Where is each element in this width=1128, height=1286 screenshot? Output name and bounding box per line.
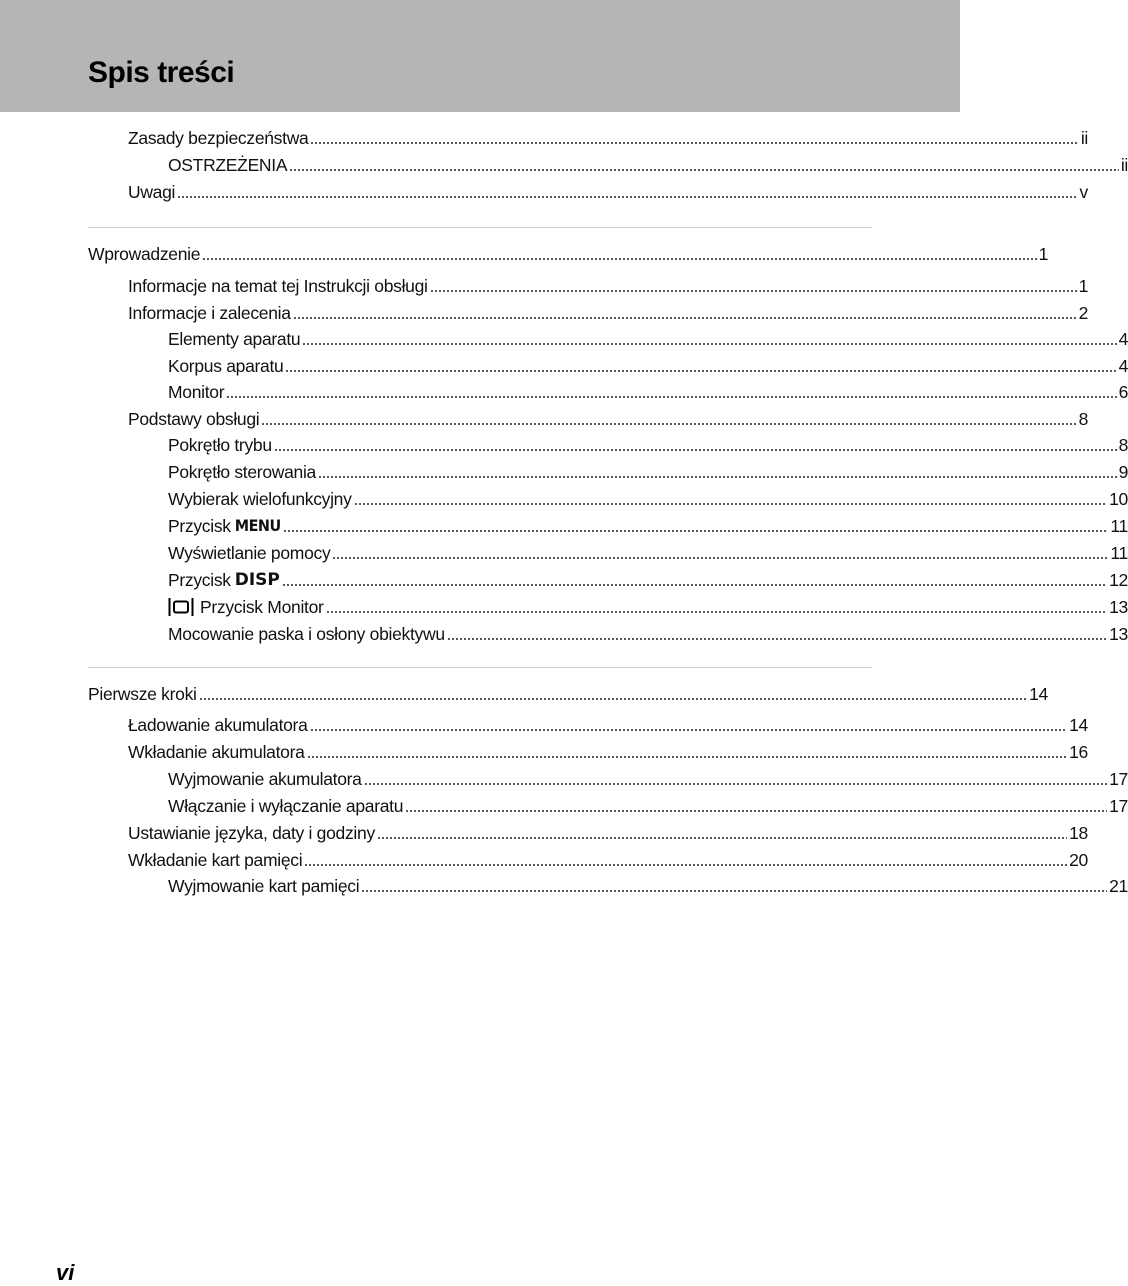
- toc-entry-label: Wkładanie akumulatora: [128, 742, 305, 762]
- toc-entry[interactable]: [0, 350, 1128, 376]
- toc-entry-label-wrap: [168, 570, 280, 590]
- toc-entry-label: Informacje i zalecenia: [128, 303, 291, 323]
- toc-entry[interactable]: [0, 564, 1128, 590]
- toc-dot-leader: [318, 476, 1117, 478]
- toc-dot-leader: [289, 169, 1119, 171]
- toc-dot-leader: [377, 837, 1067, 839]
- toc-entry-label: OSTRZEŻENIA: [168, 155, 288, 175]
- toc-entry-page: 12: [1109, 570, 1128, 590]
- toc-entry-label: Elementy aparatu: [168, 329, 301, 349]
- toc-entry-page: 13: [1109, 597, 1128, 617]
- toc-dot-leader: [282, 584, 1107, 586]
- toc-entry-label: Włączanie i wyłączanie aparatu: [168, 796, 404, 816]
- toc-dot-leader: [304, 864, 1067, 866]
- section-divider: [88, 667, 872, 668]
- toc-dot-leader: [310, 729, 1068, 731]
- toc-entry[interactable]: [0, 790, 1128, 816]
- toc-dot-leader: [285, 370, 1116, 372]
- toc-entry-label: Pierwsze kroki: [88, 684, 197, 704]
- toc-entry-label: Uwagi: [128, 182, 176, 202]
- toc-entry[interactable]: [0, 122, 1088, 148]
- toc-dot-leader: [274, 449, 1117, 451]
- toc-entry-page: 20: [1069, 850, 1088, 870]
- toc-entry-page: ii: [1080, 128, 1088, 148]
- page-title: Spis treści: [88, 56, 235, 89]
- toc-entry-label: Informacje na temat tej Instrukcji obsługi: [128, 276, 428, 296]
- toc-entry-page: 10: [1109, 489, 1128, 509]
- toc-dot-leader: [332, 557, 1108, 559]
- toc-entry[interactable]: [0, 591, 1128, 617]
- toc-entry-label-wrap: [168, 597, 324, 617]
- toc-entry-label: Przycisk Monitor: [200, 597, 324, 617]
- toc-entry[interactable]: [0, 270, 1088, 296]
- toc-entry[interactable]: [0, 510, 1128, 536]
- toc-entry-label: Korpus aparatu: [168, 356, 284, 376]
- disp-button-icon: DISP: [234, 570, 280, 590]
- toc-entry[interactable]: [0, 483, 1128, 509]
- toc-entry[interactable]: [0, 456, 1128, 482]
- toc-entry-label: Monitor: [168, 382, 225, 402]
- toc-entry[interactable]: [0, 297, 1088, 323]
- toc-dot-leader: [430, 290, 1077, 292]
- toc-dot-leader: [283, 530, 1109, 532]
- toc-entry[interactable]: [0, 537, 1128, 563]
- toc-entry-label: Ładowanie akumulatora: [128, 715, 308, 735]
- toc-dot-leader: [354, 503, 1108, 505]
- toc-entry-page: 18: [1069, 823, 1088, 843]
- toc-entry-page: 16: [1069, 742, 1088, 762]
- toc-entry-label: Podstawy obsługi: [128, 409, 260, 429]
- toc-dot-leader: [177, 196, 1077, 198]
- toc-entry[interactable]: [0, 844, 1088, 870]
- toc-entry-page: 2: [1078, 303, 1088, 323]
- toc-entry-page: 11: [1110, 543, 1128, 563]
- toc-entry-label: Wybierak wielofunkcyjny: [168, 489, 352, 509]
- toc-entry[interactable]: [0, 149, 1128, 175]
- toc-entry-page: 8: [1078, 409, 1088, 429]
- toc-entry-label: Przycisk: [168, 516, 231, 536]
- toc-entry-page: 14: [1069, 715, 1088, 735]
- page-number: vi: [56, 1260, 75, 1285]
- toc-entry[interactable]: [0, 763, 1128, 789]
- toc-dot-leader: [447, 638, 1107, 640]
- toc-entry[interactable]: [0, 870, 1128, 896]
- toc-dot-leader: [302, 343, 1116, 345]
- toc-entry-label: Wyjmowanie akumulatora: [168, 769, 362, 789]
- toc-dot-leader: [226, 396, 1116, 398]
- toc-entry-page: 9: [1118, 462, 1128, 482]
- toc-entry[interactable]: [0, 678, 1048, 704]
- toc-entry-label: Wyświetlanie pomocy: [168, 543, 331, 563]
- toc-entry-page: ii: [1120, 155, 1128, 175]
- toc-entry-page: 11: [1110, 516, 1128, 536]
- toc-entry-label: Przycisk: [168, 570, 231, 590]
- toc-entry-label: Mocowanie paska i osłony obiektywu: [168, 624, 445, 644]
- toc-dot-leader: [364, 783, 1108, 785]
- toc-entry-page: 17: [1109, 796, 1128, 816]
- toc-entry[interactable]: [0, 429, 1128, 455]
- toc-entry[interactable]: [0, 709, 1088, 735]
- toc-entry-page: 4: [1118, 329, 1128, 349]
- toc-entry[interactable]: [0, 817, 1088, 843]
- menu-button-icon: MENU: [234, 516, 281, 535]
- toc-entry[interactable]: [0, 736, 1088, 762]
- toc-entry-page: 4: [1118, 356, 1128, 376]
- toc-dot-leader: [202, 258, 1036, 260]
- toc-entry-label: Ustawianie języka, daty i godziny: [128, 823, 375, 843]
- toc-dot-leader: [261, 423, 1076, 425]
- toc-entry[interactable]: [0, 176, 1088, 202]
- toc-entry-page: 1: [1038, 244, 1048, 264]
- toc-entry[interactable]: [0, 323, 1128, 349]
- toc-dot-leader: [199, 698, 1028, 700]
- toc-entry-page: 21: [1109, 876, 1128, 896]
- toc-entry-label-wrap: [168, 516, 281, 536]
- toc-entry-page: 17: [1109, 769, 1128, 789]
- toc-dot-leader: [293, 317, 1077, 319]
- toc-entry[interactable]: [0, 618, 1128, 644]
- toc-entry-page: 13: [1109, 624, 1128, 644]
- toc-entry-label: Wkładanie kart pamięci: [128, 850, 303, 870]
- toc-entry-label: Wprowadzenie: [88, 244, 201, 264]
- toc-entry-page: 1: [1078, 276, 1088, 296]
- toc-entry[interactable]: [0, 403, 1088, 429]
- toc-entry-label: Wyjmowanie kart pamięci: [168, 876, 360, 896]
- monitor-mode-icon: [168, 598, 194, 616]
- toc-entry-page: 8: [1118, 435, 1128, 455]
- toc-entry-page: v: [1079, 182, 1088, 202]
- toc-dot-leader: [405, 810, 1107, 812]
- toc-entry-page: 6: [1118, 382, 1128, 402]
- toc-entry-page: 14: [1029, 684, 1048, 704]
- toc-dot-leader: [326, 611, 1108, 613]
- toc-entry-label: Pokrętło trybu: [168, 435, 272, 455]
- toc-entry[interactable]: [0, 376, 1128, 402]
- toc-dot-leader: [310, 142, 1078, 144]
- toc-dot-leader: [307, 756, 1068, 758]
- toc-dot-leader: [361, 890, 1107, 892]
- toc-entry-label: Pokrętło sterowania: [168, 462, 316, 482]
- toc-entry-label: Zasady bezpieczeństwa: [128, 128, 309, 148]
- toc-entry[interactable]: [0, 238, 1048, 264]
- section-divider: [88, 227, 872, 228]
